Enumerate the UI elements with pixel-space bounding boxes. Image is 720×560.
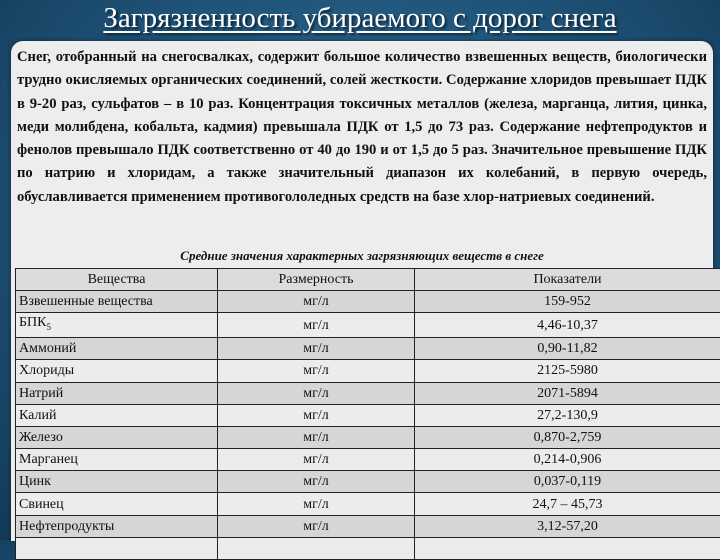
table-row (16, 338, 720, 360)
cell-substance: Аммоний (16, 338, 218, 360)
cell-value: 0,870-2,759 (415, 426, 720, 448)
cell-value: 3,12-57,20 (415, 515, 720, 537)
cell-unit: мг/л (218, 360, 415, 382)
cell-unit: мг/л (218, 382, 415, 404)
cell-substance: Марганец (16, 449, 218, 471)
cell-substance: Нефтепродукты (16, 515, 218, 537)
table-caption: Средние значения характерных загрязняющих веществ в снеге (11, 248, 713, 264)
table-row (16, 537, 720, 559)
cell-value: 2125-5980 (415, 360, 720, 382)
cell-substance (16, 537, 218, 559)
cell-value: 0,90-11,82 (415, 338, 720, 360)
cell-unit: мг/л (218, 471, 415, 493)
table-row (16, 382, 720, 404)
cell-value: 27,2-130,9 (415, 404, 720, 426)
cell-substance: Хлориды (16, 360, 218, 382)
cell-substance: Калий (16, 404, 218, 426)
pollutants-table (15, 268, 720, 560)
table-body (16, 291, 720, 560)
slide-title: Загрязненность убираемого с дорог снега (0, 2, 720, 35)
header-substance: Вещества (16, 269, 218, 291)
cell-value: 2071-5894 (415, 382, 720, 404)
cell-unit: мг/л (218, 449, 415, 471)
cell-unit: мг/л (218, 291, 415, 313)
table-row (16, 471, 720, 493)
cell-substance: $БПК_5$ (16, 313, 218, 338)
cell-unit: мг/л (218, 404, 415, 426)
table-row (16, 291, 720, 313)
cell-unit: мг/л (218, 515, 415, 537)
cell-unit: мг/л (218, 338, 415, 360)
cell-unit: мг/л (218, 426, 415, 448)
cell-unit (218, 537, 415, 559)
cell-value (415, 537, 720, 559)
cell-substance: Взвешенные вещества (16, 291, 218, 313)
table-row (16, 404, 720, 426)
cell-value: 0,037-0,119 (415, 471, 720, 493)
cell-unit: мг/л (218, 313, 415, 338)
table-header-row (16, 269, 720, 291)
cell-value: 24,7 – 45,73 (415, 493, 720, 515)
table-row (16, 493, 720, 515)
cell-value: 159-952 (415, 291, 720, 313)
table-row (16, 360, 720, 382)
cell-substance: Цинк (16, 471, 218, 493)
header-value: Показатели (415, 269, 720, 291)
cell-substance: Натрий (16, 382, 218, 404)
table-row (16, 449, 720, 471)
content-card (11, 41, 713, 541)
body-paragraph: Снег, отобранный на снегосвалках, содержит большое количество взвешенных веществ, биологически трудно окисляемых органических соединений, солей жесткости. Содержание хлоридов превышает ПДК в 9-20 раз, сульфатов – в 10 раз. Концентрация токсичных металлов (железа, марганца, лития, цинка, меди молибдена, кобальта, кадмия) превышала ПДК от 1,5 до 73 раз. Содержание нефтепродуктов и фенолов превышало ПДК соответственно от 40 до 190 и от 1,5 до 5 раз. Значительное превышение ПДК по натрию и хлоридам, а также значительный диапазон их колебаний, в первую очередь, обуславливается применением противогололедных средств на базе хлор-натриевых соединений. (17, 46, 707, 209)
cell-substance: Свинец (16, 493, 218, 515)
cell-value: 0,214-0,906 (415, 449, 720, 471)
cell-substance: Железо (16, 426, 218, 448)
table-row (16, 515, 720, 537)
cell-unit: мг/л (218, 493, 415, 515)
table-row (16, 426, 720, 448)
cell-value: 4,46-10,37 (415, 313, 720, 338)
header-unit: Размерность (218, 269, 415, 291)
table-row (16, 313, 720, 338)
